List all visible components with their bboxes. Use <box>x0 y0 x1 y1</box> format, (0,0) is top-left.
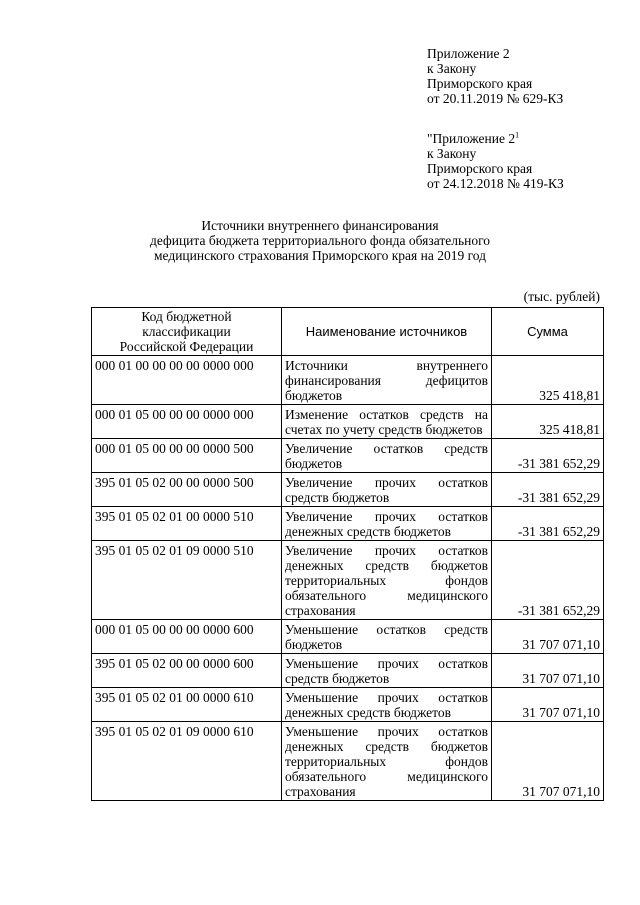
units-label: (тыс. рублей) <box>523 289 600 304</box>
sum-cell: 31 707 071,10 <box>492 688 604 722</box>
code-cell: 395 01 05 02 01 09 0000 510 <box>92 541 282 620</box>
sum-cell: -31 381 652,29 <box>492 507 604 541</box>
annex-previous-title-text: "Приложение 2 <box>427 131 516 146</box>
table-row <box>92 507 604 541</box>
table-row <box>92 722 604 801</box>
annex-previous-reference <box>427 131 632 191</box>
sum-cell: 31 707 071,10 <box>492 654 604 688</box>
code-cell: 000 01 00 00 00 00 0000 000 <box>92 356 282 405</box>
document-title-line: Источники внутреннего финансирования <box>201 218 439 233</box>
name-cell: Источники внутреннего финансирования дефицитов бюджетов <box>282 356 492 405</box>
table-row <box>92 654 604 688</box>
annex-previous-title <box>427 131 632 146</box>
code-cell: 395 01 05 02 00 00 0000 600 <box>92 654 282 688</box>
annex-current-line: от 20.11.2019 № 629-КЗ <box>427 91 564 106</box>
annex-previous-line: от 24.12.2018 № 419-КЗ <box>427 176 564 191</box>
sum-cell: 325 418,81 <box>492 405 604 439</box>
header-code-line: Российской Федерации <box>119 339 254 354</box>
table-row <box>92 473 604 507</box>
document-title <box>60 218 580 263</box>
table-row <box>92 356 604 405</box>
sum-cell: -31 381 652,29 <box>492 541 604 620</box>
header-code-line: Код бюджетной <box>141 309 232 324</box>
sum-cell: -31 381 652,29 <box>492 439 604 473</box>
code-cell: 395 01 05 02 01 00 0000 510 <box>92 507 282 541</box>
header-name: Наименование источников <box>282 308 492 356</box>
annex-current-line: Приложение 2 <box>427 46 510 61</box>
annex-current-line: к Закону <box>427 61 477 76</box>
document-title-line: дефицита бюджета территориального фонда обязательного <box>149 233 491 248</box>
sum-cell: 31 707 071,10 <box>492 620 604 654</box>
name-cell: Увеличение прочих остатков средств бюджетов <box>282 473 492 507</box>
name-cell: Уменьшение прочих остатков денежных средств бюджетов территориальных фондов обязательного медицинского страхования <box>282 722 492 801</box>
table-row <box>92 541 604 620</box>
annex-current-reference <box>427 46 632 106</box>
name-cell: Изменение остатков средств на счетах по учету средств бюджетов <box>282 405 492 439</box>
name-cell: Увеличение прочих остатков денежных средств бюджетов <box>282 507 492 541</box>
code-cell: 000 01 05 00 00 00 0000 500 <box>92 439 282 473</box>
sources-table <box>91 307 604 801</box>
annex-previous-superscript: 1 <box>515 130 520 140</box>
table-row <box>92 688 604 722</box>
code-cell: 000 01 05 00 00 00 0000 000 <box>92 405 282 439</box>
name-cell: Уменьшение остатков средств бюджетов <box>282 620 492 654</box>
table-row <box>92 439 604 473</box>
table-row <box>92 405 604 439</box>
code-cell: 395 01 05 02 01 09 0000 610 <box>92 722 282 801</box>
header-code <box>92 308 282 356</box>
name-cell: Увеличение остатков средств бюджетов <box>282 439 492 473</box>
sum-cell: -31 381 652,29 <box>492 473 604 507</box>
sum-cell: 325 418,81 <box>492 356 604 405</box>
name-cell: Уменьшение прочих остатков денежных средств бюджетов <box>282 688 492 722</box>
name-cell: Уменьшение прочих остатков средств бюджетов <box>282 654 492 688</box>
code-cell: 000 01 05 00 00 00 0000 600 <box>92 620 282 654</box>
annex-current-line: Приморского края <box>427 76 533 91</box>
table-row <box>92 620 604 654</box>
header-code-line: классификации <box>142 324 231 339</box>
annex-previous-line: к Закону <box>427 146 477 161</box>
code-cell: 395 01 05 02 01 00 0000 610 <box>92 688 282 722</box>
table-body <box>92 356 604 801</box>
annex-previous-line: Приморского края <box>427 161 533 176</box>
table-header-row <box>92 308 604 356</box>
sum-cell: 31 707 071,10 <box>492 722 604 801</box>
name-cell: Увеличение прочих остатков денежных средств бюджетов территориальных фондов обязательного медицинского страхования <box>282 541 492 620</box>
header-sum: Сумма <box>492 308 604 356</box>
code-cell: 395 01 05 02 00 00 0000 500 <box>92 473 282 507</box>
document-title-line: медицинского страхования Приморского края на 2019 год <box>153 248 487 263</box>
